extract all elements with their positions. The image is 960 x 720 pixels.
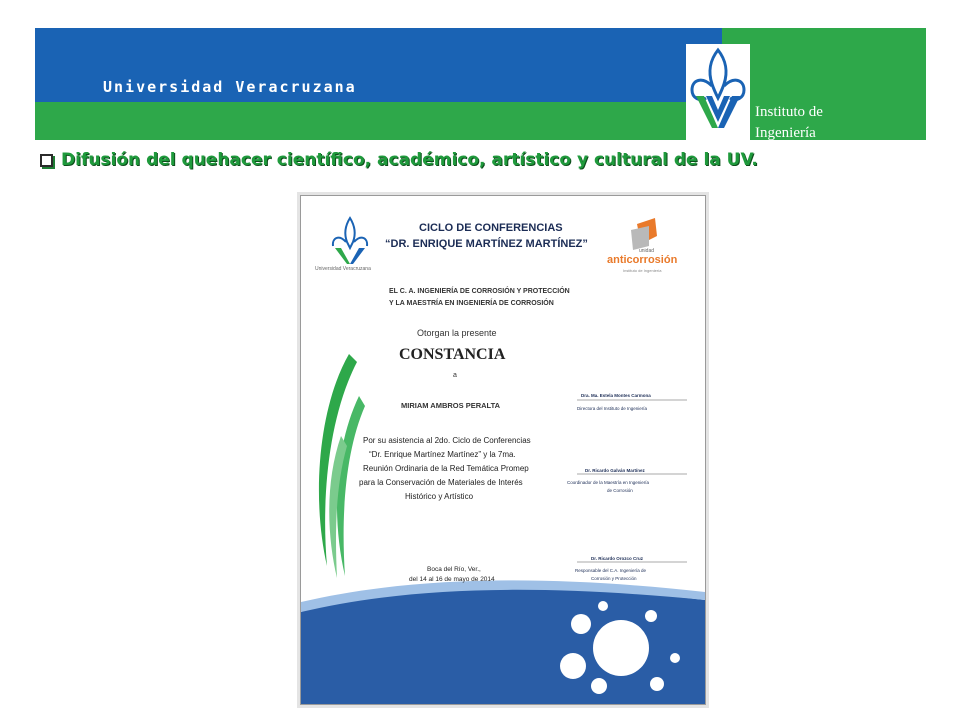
to-label: a [453,372,457,379]
signature-name: Dra. Ma. Estela Montes Carmona [581,393,651,398]
body-line: Histórico y Artístico [405,492,474,501]
issuer-line-2: Y LA MAESTRÍA EN INGENIERÍA DE CORROSIÓN [389,300,554,307]
body-line: Por su asistencia al 2do. Ciclo de Conferencias [363,436,531,445]
logo-right-name: anticorrosión [607,254,678,266]
checkbox-bullet-icon [40,154,53,167]
signature-role: de Corrosión [607,488,633,493]
banner-green-band [35,102,722,140]
certificate-image [300,195,706,705]
issuer-line-1: EL C. A. INGENIERÍA DE CORROSIÓN Y PROTECCIÓN [389,288,570,295]
signature-role: Responsable del C.A. Ingeniería de [575,568,647,573]
cycle-title: CICLO DE CONFERENCIAS [419,222,563,234]
signature-name: Dr. Ricardo Orozco Cruz [591,556,644,561]
university-label: Universidad Veracruzana [315,266,371,272]
cycle-name: “DR. ENRIQUE MARTÍNEZ MARTÍNEZ” [385,238,588,250]
body-line: Reunión Ordinaria de la Red Temática Promep [363,464,529,473]
place-text: Boca del Río, Ver., [427,566,481,573]
signature-role: Corrosión y Protección [591,576,637,581]
bullet-text: Difusión del quehacer científico, académico, artístico y cultural de la UV. [61,150,758,170]
bullet-item [40,150,758,170]
logo-right-top: unidad [639,248,655,254]
uv-flor-de-lis-logo [688,46,748,132]
date-text: del 14 al 16 de mayo de 2014 [409,576,495,583]
banner-title: Universidad Veracruzana [103,78,357,96]
institute-label: Instituto de Ingeniería [755,104,823,140]
signature-role: Coordinador de la Maestría en Ingeniería [567,480,650,485]
body-line: para la Conservación de Materiales de Interés [359,478,523,487]
signature-name: Dr. Ricardo Galván Martínez [585,468,645,473]
signature-role: Directora del Instituto de Ingeniería [577,406,648,411]
recipient-name: MIRIAM AMBROS PERALTA [401,401,501,410]
logo-right-sub: Instituto de Ingeniería [623,268,662,273]
body-line: “Dr. Enrique Martínez Martínez” y la 7ma. [369,450,516,459]
grant-text: Otorgan la presente [417,328,497,338]
constancia-heading: CONSTANCIA [399,346,506,363]
